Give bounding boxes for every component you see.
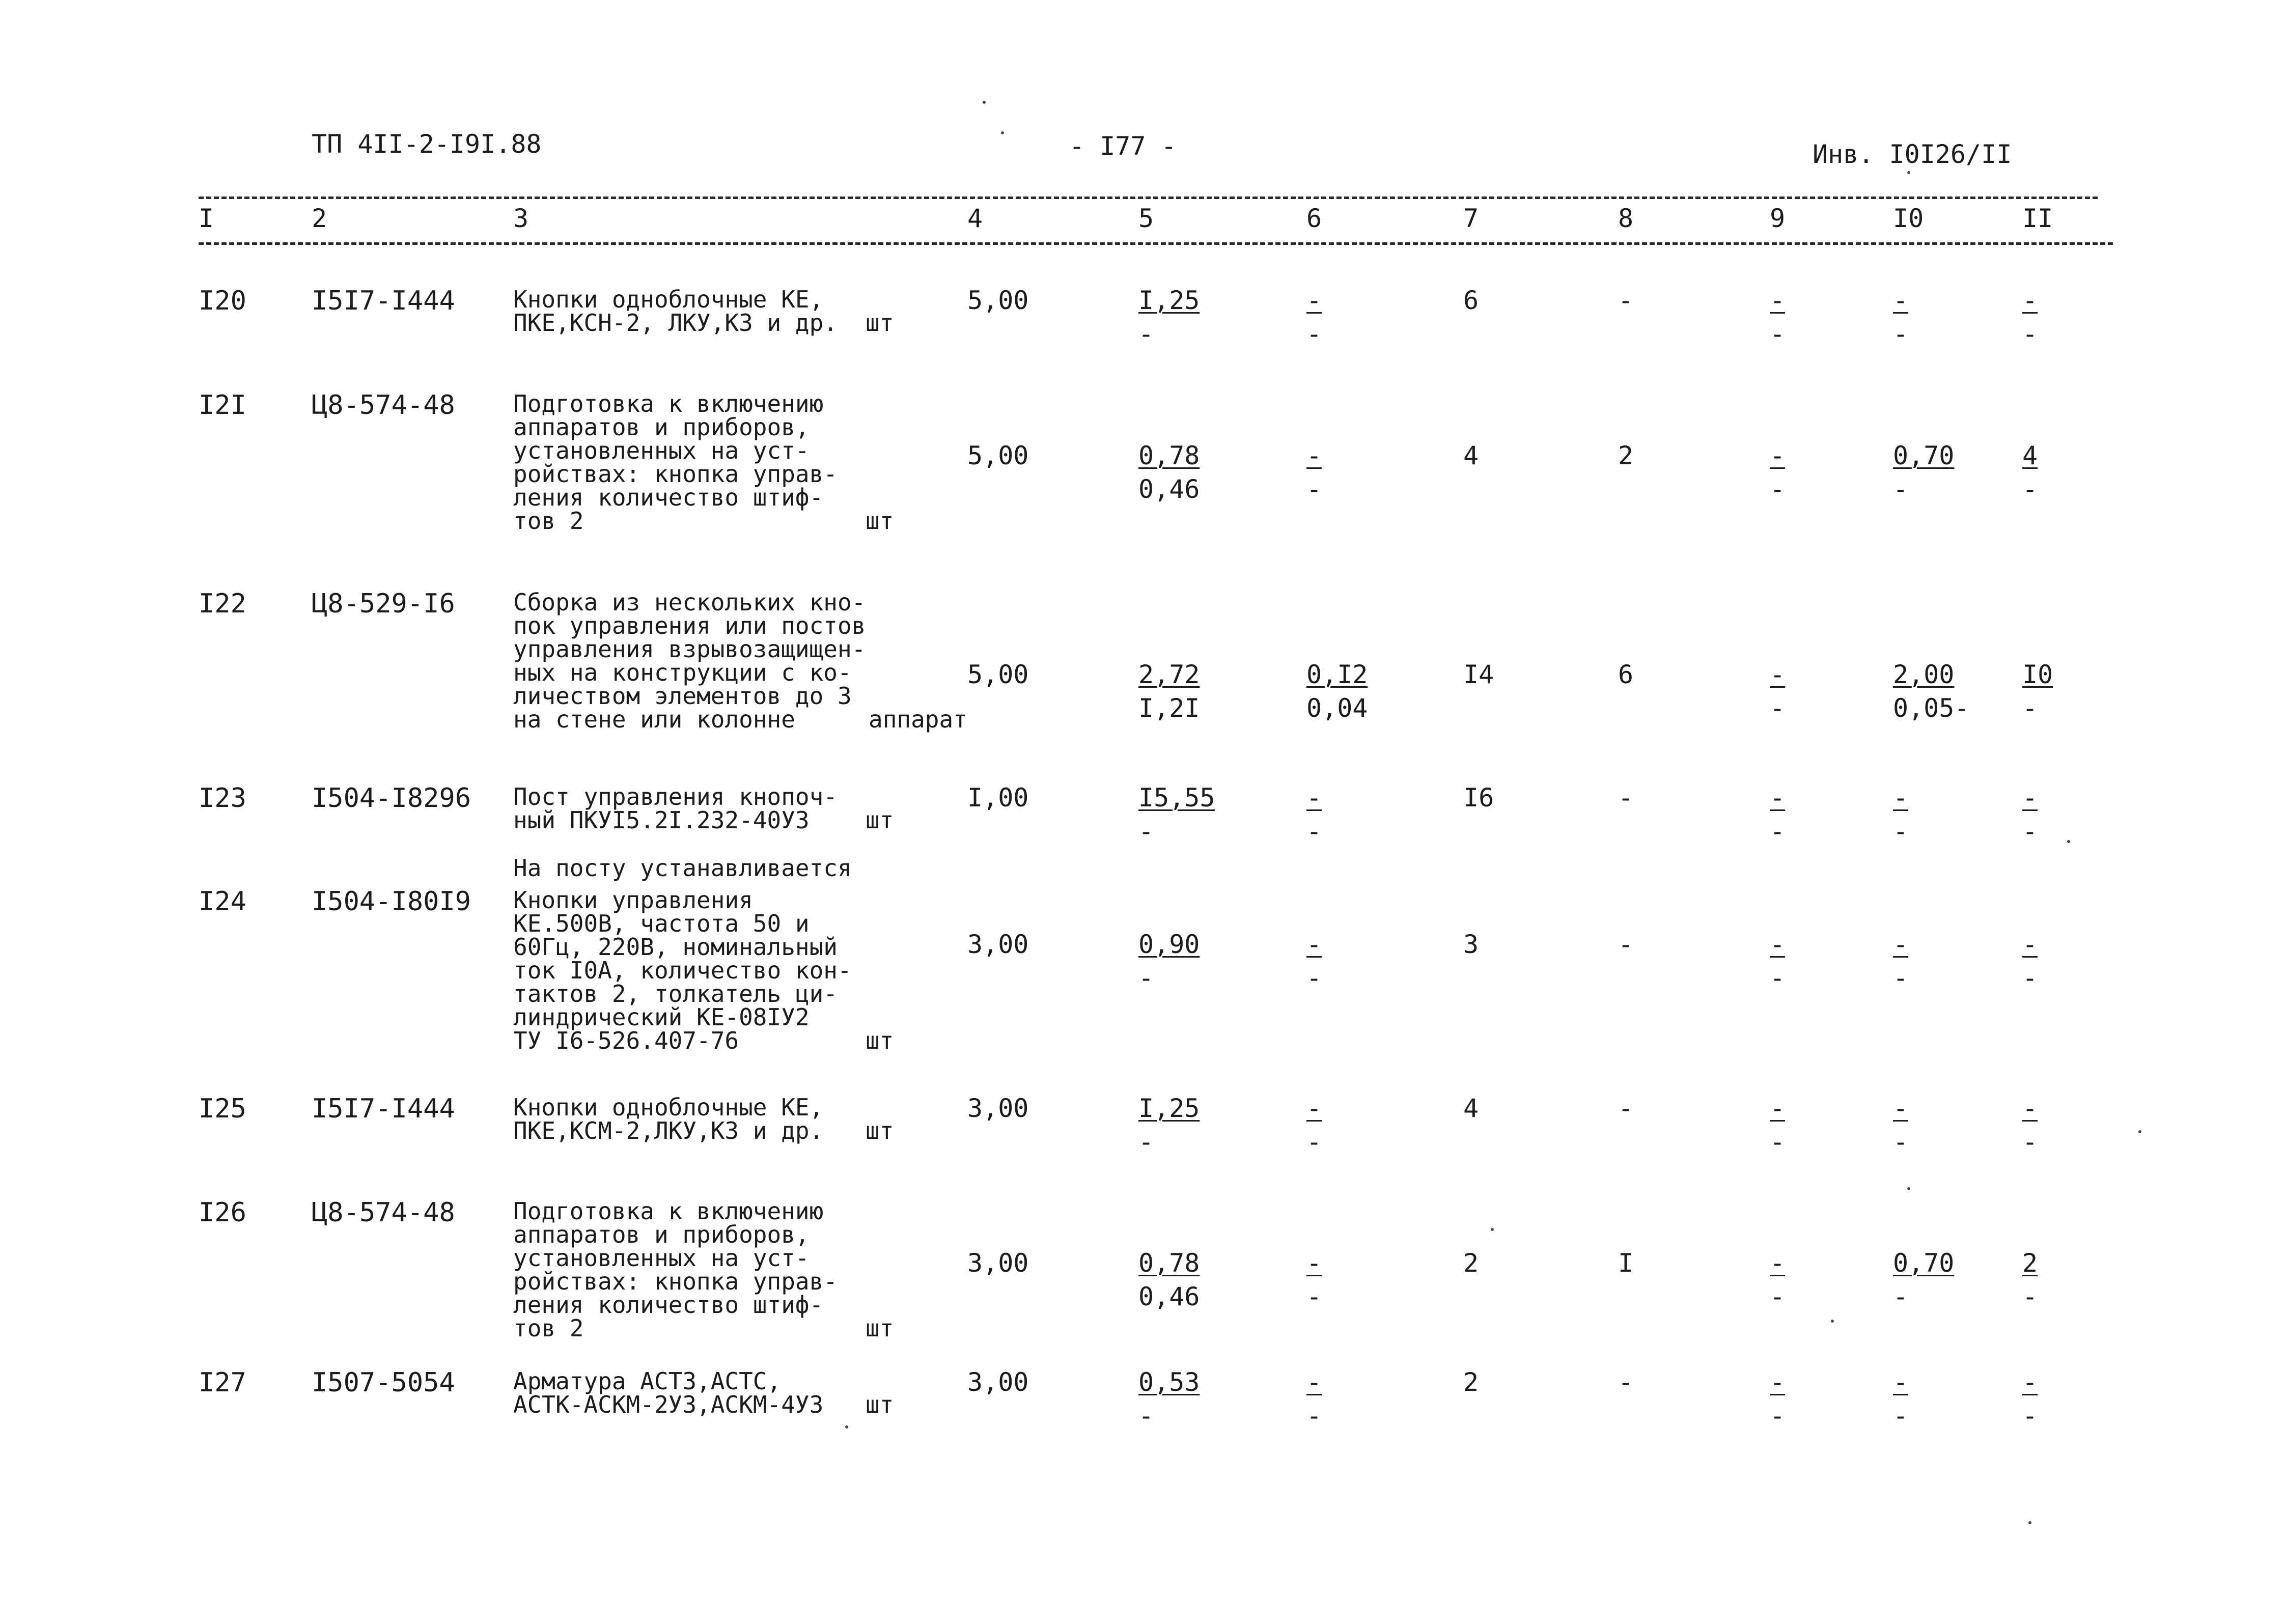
col5-value <box>1138 932 1200 991</box>
col11-value-denominator: - <box>2022 474 2038 504</box>
column-header-2: 2 <box>312 204 327 233</box>
rate-code: Ц8-574-48 <box>312 1197 455 1228</box>
col6-value-numerator: - <box>1306 286 1322 315</box>
col9-value-denominator: - <box>1770 1401 1786 1431</box>
col6-value-numerator: - <box>1306 1248 1322 1278</box>
col6-value-denominator: - <box>1306 817 1322 846</box>
col9-value <box>1770 443 1785 502</box>
col7-value: 4 <box>1463 441 1479 470</box>
col5-value-denominator: I,2I <box>1138 693 1200 723</box>
col11-value <box>2022 1250 2038 1309</box>
col5-value-numerator: 2,72 <box>1138 660 1200 689</box>
col11-value <box>2022 785 2038 844</box>
col5-value <box>1138 1250 1200 1309</box>
col6-value-denominator: - <box>1306 1401 1322 1431</box>
col5-value-denominator: 0,46 <box>1138 1282 1200 1311</box>
col7-value: 2 <box>1463 1248 1479 1278</box>
row-number: I27 <box>199 1367 246 1398</box>
unit-of-measure: шт <box>866 1314 894 1342</box>
col9-value-denominator: - <box>1770 319 1786 349</box>
quantity: 3,00 <box>967 930 1029 959</box>
col11-value <box>2022 1369 2038 1429</box>
work-description: Кнопки управления КЕ.500В, частота 50 и 60Гц, 220В, номинальный ток I0А, количество кон- тактов 2, толкатель ци- линдрический КЕ-08IУ2 ТУ I6-526.407-76 <box>513 886 852 1054</box>
col11-value-numerator: - <box>2022 1094 2038 1123</box>
col6-value-denominator: 0,04 <box>1306 693 1368 723</box>
col9-value <box>1770 785 1785 844</box>
col11-value-denominator: - <box>2022 1401 2038 1431</box>
col9-value-numerator: - <box>1770 1094 1786 1123</box>
col6-value-denominator: - <box>1306 1282 1322 1311</box>
row-number: I23 <box>199 783 246 814</box>
col6-value-numerator: - <box>1306 1367 1322 1397</box>
column-header-9: 9 <box>1770 204 1786 233</box>
row-number: I26 <box>199 1197 246 1228</box>
col6-value <box>1306 1369 1322 1429</box>
rate-code: I504-I80I9 <box>312 886 471 917</box>
col11-value <box>2022 662 2053 721</box>
quantity: 3,00 <box>967 1367 1029 1397</box>
unit-of-measure: шт <box>866 806 894 834</box>
col11-value-numerator: - <box>2022 783 2038 813</box>
col6-value-numerator: - <box>1306 1094 1322 1123</box>
unit-of-measure: шт <box>866 1117 894 1144</box>
col11-value-denominator: - <box>2022 1282 2038 1311</box>
col8-value: - <box>1618 1367 1634 1397</box>
col5-value <box>1138 785 1215 844</box>
unit-of-measure: шт <box>866 1027 894 1054</box>
scan-speck <box>1491 1228 1494 1231</box>
col5-value-numerator: 0,53 <box>1138 1367 1200 1397</box>
col6-value-denominator: - <box>1306 474 1322 504</box>
col10-value <box>1893 1369 1908 1429</box>
col8-value: - <box>1618 783 1634 813</box>
col6-value-denominator: - <box>1306 1127 1322 1157</box>
scan-speck <box>983 101 986 104</box>
col9-value-numerator: - <box>1770 660 1786 689</box>
col7-value: 4 <box>1463 1094 1479 1123</box>
col5-value <box>1138 662 1200 721</box>
col6-value <box>1306 1250 1322 1309</box>
col8-value: - <box>1618 286 1634 315</box>
col10-value-numerator: - <box>1893 783 1909 813</box>
rate-code: I5I7-I444 <box>312 1094 455 1124</box>
col10-value <box>1893 288 1908 347</box>
work-description: Подготовка к включению аппаратов и приборов, установленных на уст- ройствах: кнопка управ- ления количество штиф- тов 2 <box>513 390 838 535</box>
header-top-rule <box>199 197 2098 199</box>
scan-speck <box>1907 1187 1910 1190</box>
col10-value-numerator: - <box>1893 286 1909 315</box>
col6-value <box>1306 662 1368 721</box>
col6-value <box>1306 1096 1322 1155</box>
scan-speck <box>2067 840 2070 843</box>
rate-code: I507-5054 <box>312 1367 455 1398</box>
col5-value <box>1138 1096 1200 1155</box>
column-header-8: 8 <box>1618 204 1634 233</box>
column-header-7: 7 <box>1463 204 1479 233</box>
col9-value-denominator: - <box>1770 693 1786 723</box>
col10-value-denominator: - <box>1893 817 1909 846</box>
col10-value-denominator: - <box>1893 319 1909 349</box>
work-description: Подготовка к включению аппаратов и приборов, установленных на уст- ройствах: кнопка управ- ления количество штиф- тов 2 <box>513 1197 838 1342</box>
rate-code: Ц8-529-I6 <box>312 589 455 619</box>
col11-value-numerator: - <box>2022 930 2038 959</box>
col10-value-denominator: - <box>1893 1127 1909 1157</box>
col11-value-numerator: 4 <box>2022 441 2038 470</box>
col8-value: - <box>1618 1094 1634 1123</box>
quantity: 5,00 <box>967 286 1029 315</box>
col8-value: - <box>1618 930 1634 959</box>
quantity: 5,00 <box>967 441 1029 470</box>
col11-value <box>2022 932 2038 991</box>
col5-value-denominator: - <box>1138 817 1154 846</box>
inventory-number: Инв. I0I26/II <box>1813 139 2012 169</box>
row-number: I20 <box>199 286 246 316</box>
col5-value-numerator: 0,78 <box>1138 1248 1200 1278</box>
work-description: Сборка из нескольких кно- пок управления или постов управления взрывозащищен- ных на конструкции с ко- личеством элементов до 3 на стене или колонне <box>513 589 866 733</box>
quantity: I,00 <box>967 783 1029 813</box>
col9-value <box>1770 288 1785 347</box>
quantity: 5,00 <box>967 660 1029 689</box>
col7-value: I4 <box>1463 660 1494 689</box>
col10-value-numerator: - <box>1893 930 1909 959</box>
col9-value <box>1770 932 1785 991</box>
col9-value-numerator: - <box>1770 286 1786 315</box>
col5-value-denominator: - <box>1138 1401 1154 1431</box>
col9-value-numerator: - <box>1770 1367 1786 1397</box>
work-description: Пост управления кнопоч- ный ПКУI5.2I.232-40УЗ <box>513 783 838 834</box>
col9-value <box>1770 662 1785 721</box>
col11-value-denominator: - <box>2022 319 2038 349</box>
column-header-1: I <box>199 204 214 233</box>
col9-value-numerator: - <box>1770 783 1786 813</box>
col9-value-denominator: - <box>1770 1127 1786 1157</box>
col10-value-denominator: - <box>1893 963 1909 993</box>
document-code: ТП 4II-2-I9I.88 <box>312 129 542 159</box>
work-description: Кнопки одноблочные КЕ, ПКЕ,КСН-2, ЛКУ,КЗ и др. <box>513 286 838 337</box>
col10-value-numerator: 2,00 <box>1893 660 1955 689</box>
col11-value-denominator: - <box>2022 817 2038 846</box>
col10-value <box>1893 662 1970 721</box>
column-header-10: I0 <box>1893 204 1924 233</box>
col11-value-numerator: 2 <box>2022 1248 2038 1278</box>
scan-speck <box>845 1425 848 1429</box>
quantity: 3,00 <box>967 1248 1029 1278</box>
installation-note: На посту устанавливается <box>513 854 852 882</box>
unit-of-measure: шт <box>866 309 894 337</box>
work-description: Кнопки одноблочные КЕ, ПКЕ,КСМ-2,ЛКУ,КЗ и др. <box>513 1094 824 1144</box>
work-description: Арматура АСТЗ,АСТС, АСТК-АСКМ-2УЗ,АСКМ-4УЗ <box>513 1367 824 1418</box>
col7-value: 6 <box>1463 286 1479 315</box>
scan-speck <box>1907 171 1910 174</box>
col11-value-numerator: I0 <box>2022 660 2053 689</box>
row-number: I24 <box>199 886 246 917</box>
col8-value: 6 <box>1618 660 1634 689</box>
col6-value <box>1306 932 1322 991</box>
quantity: 3,00 <box>967 1094 1029 1123</box>
scan-speck <box>1001 131 1004 134</box>
col9-value-numerator: - <box>1770 930 1786 959</box>
col10-value-denominator: - <box>1893 1282 1909 1311</box>
col11-value <box>2022 288 2038 347</box>
col11-value-numerator: - <box>2022 1367 2038 1397</box>
col6-value-numerator: - <box>1306 783 1322 813</box>
col11-value-denominator: - <box>2022 693 2038 723</box>
col6-value <box>1306 443 1322 502</box>
col9-value-denominator: - <box>1770 474 1786 504</box>
col11-value-denominator: - <box>2022 1127 2038 1157</box>
col6-value-denominator: - <box>1306 319 1322 349</box>
col10-value-denominator: 0,05- <box>1893 693 1970 723</box>
unit-of-measure: аппарат <box>869 706 967 733</box>
col5-value-numerator: 0,78 <box>1138 441 1200 470</box>
col5-value-numerator: 0,90 <box>1138 930 1200 959</box>
col11-value <box>2022 1096 2038 1155</box>
col11-value-numerator: - <box>2022 286 2038 315</box>
col10-value <box>1893 785 1908 844</box>
scan-speck <box>1831 1320 1834 1323</box>
column-header-5: 5 <box>1138 204 1154 233</box>
col7-value: 3 <box>1463 930 1479 959</box>
col9-value <box>1770 1250 1785 1309</box>
col5-value-denominator: - <box>1138 963 1154 993</box>
col5-value <box>1138 288 1200 347</box>
scan-speck <box>2028 1521 2031 1524</box>
col9-value-denominator: - <box>1770 817 1786 846</box>
col5-value-numerator: I,25 <box>1138 1094 1200 1123</box>
col5-value-numerator: I,25 <box>1138 286 1200 315</box>
col5-value-denominator: 0,46 <box>1138 474 1200 504</box>
col9-value-denominator: - <box>1770 963 1786 993</box>
row-number: I25 <box>199 1094 246 1124</box>
header-bottom-rule <box>199 242 2113 245</box>
col6-value-numerator: - <box>1306 930 1322 959</box>
col8-value: 2 <box>1618 441 1634 470</box>
scan-speck <box>2138 1130 2141 1133</box>
col10-value-denominator: - <box>1893 474 1909 504</box>
col10-value-numerator: - <box>1893 1367 1909 1397</box>
col10-value-denominator: - <box>1893 1401 1909 1431</box>
col10-value-numerator: - <box>1893 1094 1909 1123</box>
col10-value <box>1893 932 1908 991</box>
column-header-6: 6 <box>1306 204 1322 233</box>
col7-value: I6 <box>1463 783 1494 813</box>
col10-value <box>1893 1096 1908 1155</box>
col5-value-denominator: - <box>1138 1127 1154 1157</box>
col6-value-numerator: - <box>1306 441 1322 470</box>
col8-value: I <box>1618 1248 1634 1278</box>
col7-value: 2 <box>1463 1367 1479 1397</box>
col10-value <box>1893 443 1954 502</box>
col10-value <box>1893 1250 1954 1309</box>
col6-value <box>1306 785 1322 844</box>
col5-value <box>1138 443 1200 502</box>
col9-value <box>1770 1369 1785 1429</box>
col5-value-numerator: I5,55 <box>1138 783 1215 813</box>
row-number: I22 <box>199 589 246 619</box>
rate-code: Ц8-574-48 <box>312 390 455 421</box>
col11-value <box>2022 443 2038 502</box>
row-number: I2I <box>199 390 246 421</box>
column-header-3: 3 <box>513 204 529 233</box>
col9-value-numerator: - <box>1770 1248 1786 1278</box>
col9-value-numerator: - <box>1770 441 1786 470</box>
rate-code: I504-I8296 <box>312 783 471 814</box>
col5-value <box>1138 1369 1200 1429</box>
column-header-4: 4 <box>967 204 983 233</box>
col5-value-denominator: - <box>1138 319 1154 349</box>
col9-value <box>1770 1096 1785 1155</box>
col6-value <box>1306 288 1322 347</box>
column-header-11: II <box>2022 204 2053 233</box>
col11-value-denominator: - <box>2022 963 2038 993</box>
col10-value-numerator: 0,70 <box>1893 1248 1955 1278</box>
col10-value-numerator: 0,70 <box>1893 441 1955 470</box>
col6-value-denominator: - <box>1306 963 1322 993</box>
unit-of-measure: шт <box>866 507 894 535</box>
col9-value-denominator: - <box>1770 1282 1786 1311</box>
unit-of-measure: шт <box>866 1391 894 1418</box>
rate-code: I5I7-I444 <box>312 286 455 316</box>
col6-value-numerator: 0,I2 <box>1306 660 1368 689</box>
page-number: - I77 - <box>1069 131 1177 161</box>
